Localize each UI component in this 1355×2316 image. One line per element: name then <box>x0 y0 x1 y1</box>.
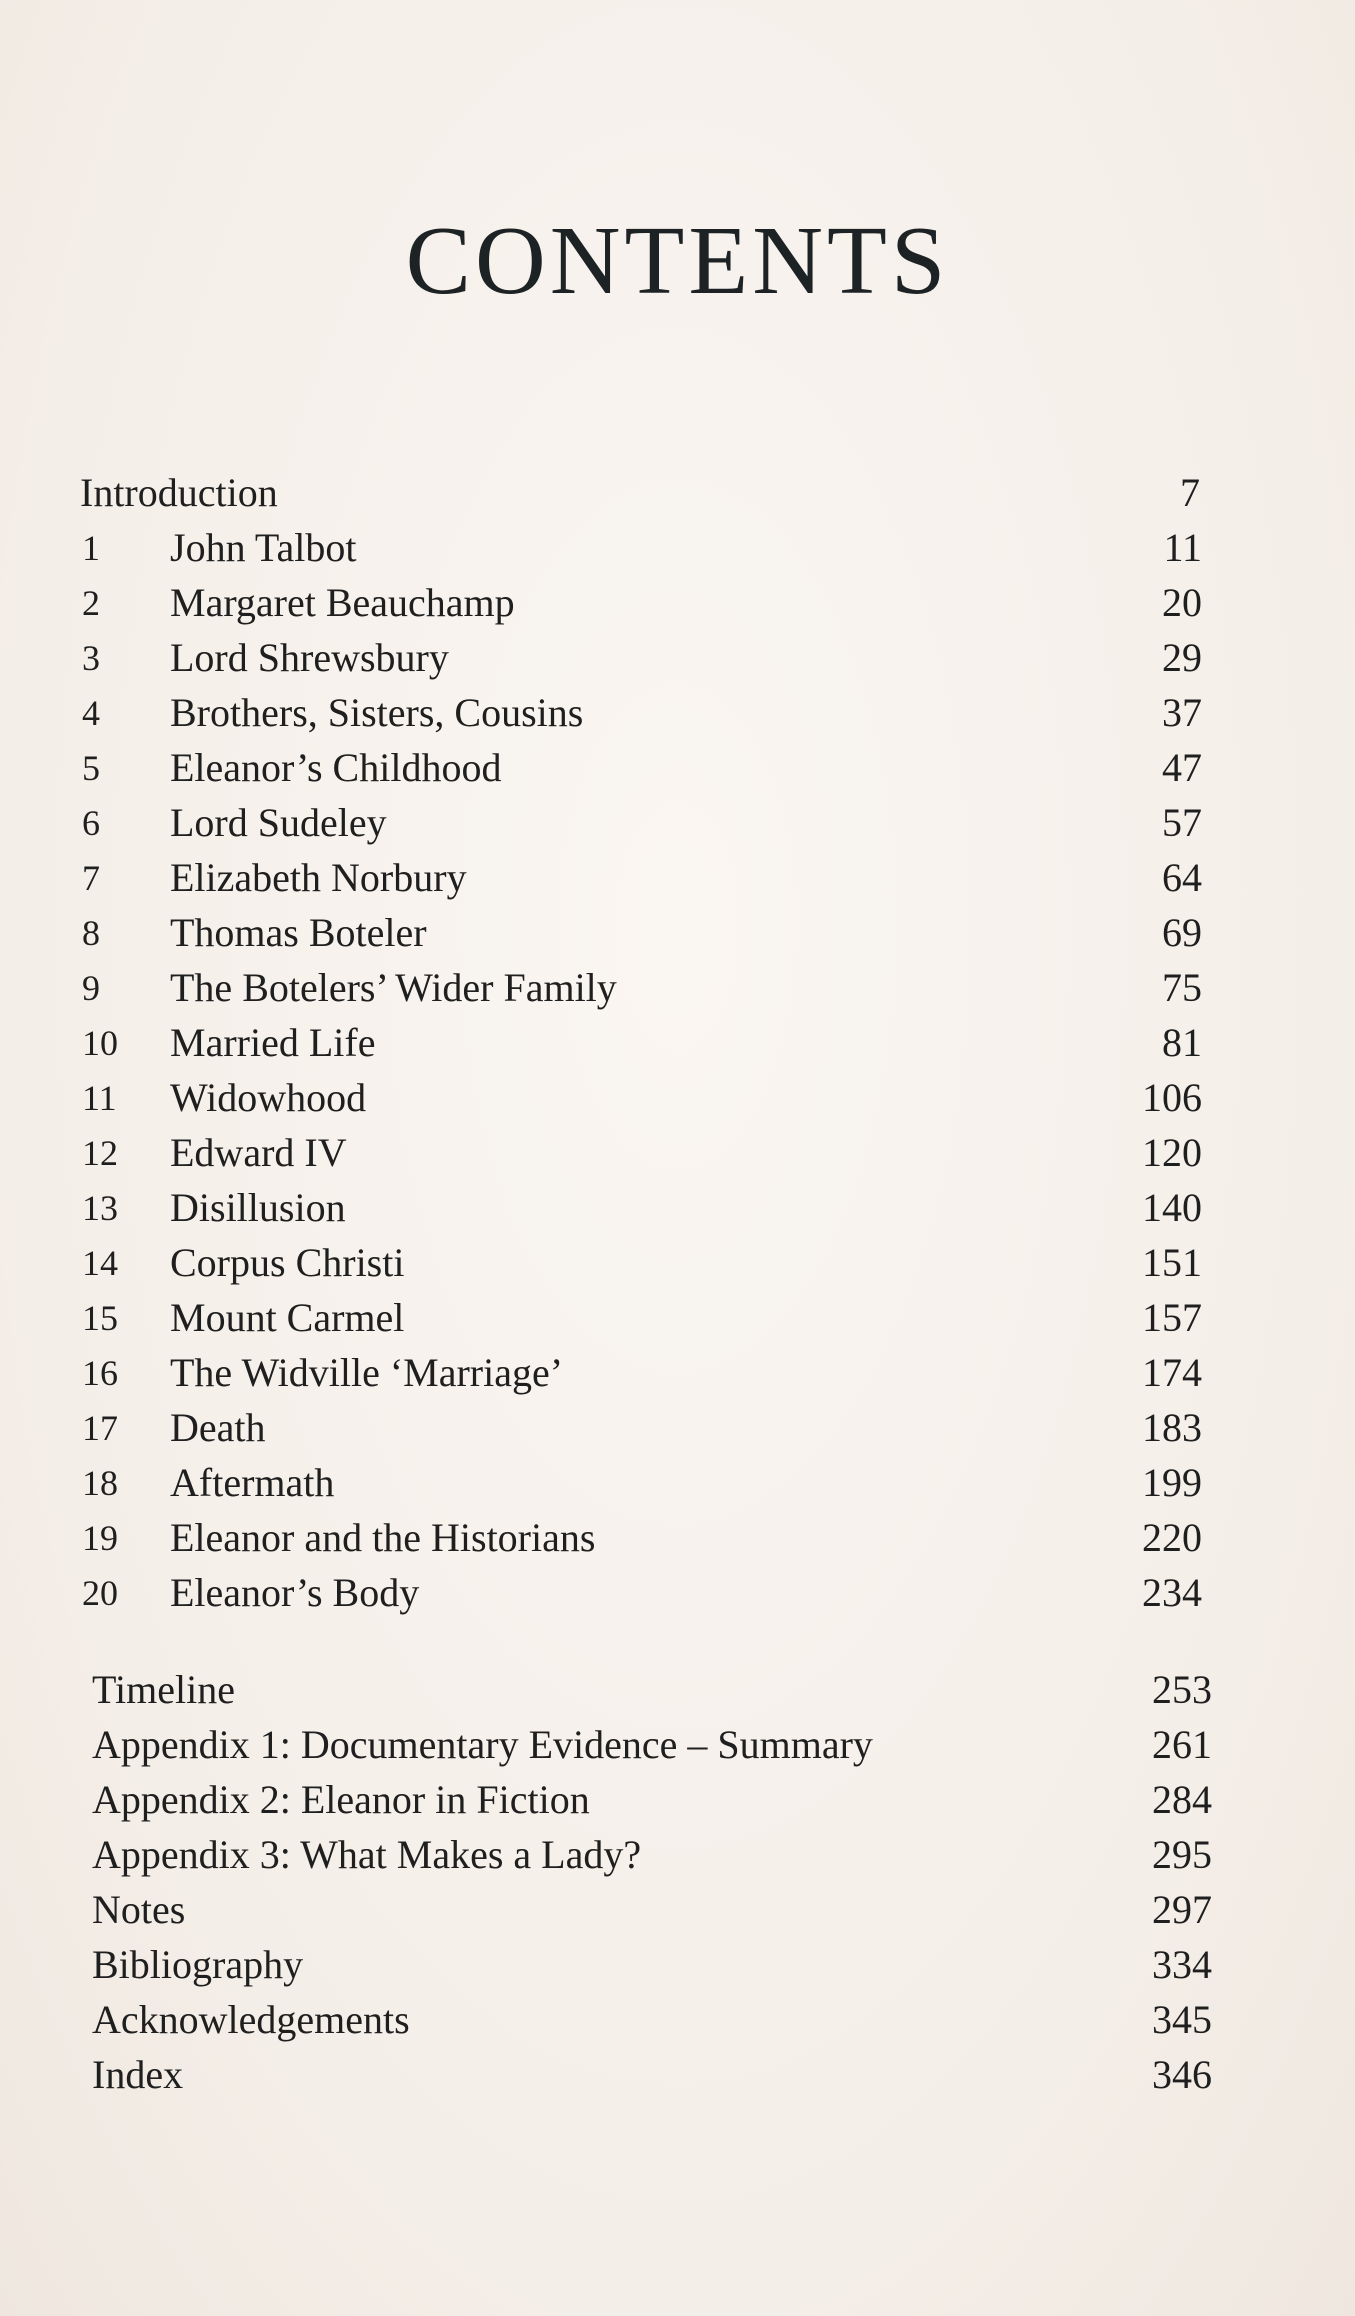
toc-chapter <box>82 798 1202 848</box>
chapter-number: 15 <box>82 1298 118 1338</box>
back-matter-label: Timeline <box>92 1667 235 1712</box>
chapter-number: 5 <box>82 748 100 788</box>
toc-chapter <box>82 523 1202 573</box>
toc-back-matter-entry <box>92 1995 1212 2045</box>
toc-back-matter-entry <box>92 1940 1212 1990</box>
chapter-title: Thomas Boteler <box>170 910 427 955</box>
chapter-number: 9 <box>82 968 100 1008</box>
back-matter-page: 345 <box>1152 1997 1212 2042</box>
chapter-title: Mount Carmel <box>170 1295 405 1340</box>
page-title: CONTENTS <box>405 207 950 315</box>
chapter-number: 13 <box>82 1188 118 1228</box>
toc-chapter <box>82 1128 1202 1178</box>
chapter-page: 37 <box>1162 690 1202 735</box>
toc-entry-page: 7 <box>1180 470 1200 515</box>
toc-back-matter-entry <box>92 1775 1212 1825</box>
chapter-page: 29 <box>1162 635 1202 680</box>
toc-back-matter-entry <box>92 2050 1212 2100</box>
toc-entry-label: Introduction <box>80 470 278 515</box>
toc-chapter <box>82 1403 1202 1453</box>
chapter-title: Lord Shrewsbury <box>170 635 449 680</box>
toc-chapter <box>82 1293 1202 1343</box>
toc-chapter <box>82 1183 1202 1233</box>
chapter-number: 16 <box>82 1353 118 1393</box>
toc-entry-introduction <box>80 468 1200 518</box>
chapter-page: 75 <box>1162 965 1202 1010</box>
toc-chapter <box>82 1513 1202 1563</box>
chapter-page: 140 <box>1142 1185 1202 1230</box>
chapter-page: 120 <box>1142 1130 1202 1175</box>
chapter-title: Disillusion <box>170 1185 346 1230</box>
toc-chapter <box>82 633 1202 683</box>
chapter-title: Eleanor’s Childhood <box>170 745 502 790</box>
toc-chapter <box>82 1348 1202 1398</box>
toc-chapter <box>82 908 1202 958</box>
chapter-page: 220 <box>1142 1515 1202 1560</box>
toc-chapter <box>82 1073 1202 1123</box>
back-matter-page: 346 <box>1152 2052 1212 2097</box>
back-matter-page: 295 <box>1152 1832 1212 1877</box>
chapter-title: The Botelers’ Wider Family <box>170 965 617 1010</box>
chapter-number: 2 <box>82 583 100 623</box>
toc-chapter <box>82 578 1202 628</box>
back-matter-page: 297 <box>1152 1887 1212 1932</box>
chapter-title: Widowhood <box>170 1075 367 1120</box>
chapter-title: Eleanor’s Body <box>170 1570 420 1615</box>
chapter-title: Edward IV <box>170 1130 347 1175</box>
back-matter-page: 253 <box>1152 1667 1212 1712</box>
chapter-title: Eleanor and the Historians <box>170 1515 596 1560</box>
chapter-number: 10 <box>82 1023 118 1063</box>
back-matter-label: Acknowledgements <box>92 1997 410 2042</box>
chapter-number: 11 <box>82 1078 117 1118</box>
chapter-title: Lord Sudeley <box>170 800 387 845</box>
chapter-number: 8 <box>82 913 100 953</box>
chapter-number: 18 <box>82 1463 118 1503</box>
chapter-number: 3 <box>82 638 100 678</box>
chapter-title: Elizabeth Norbury <box>170 855 467 900</box>
back-matter-label: Index <box>92 2052 184 2097</box>
back-matter-label: Notes <box>92 1887 186 1932</box>
chapter-page: 106 <box>1142 1075 1202 1120</box>
chapter-page: 234 <box>1142 1570 1202 1615</box>
chapter-page: 57 <box>1162 800 1202 845</box>
chapter-page: 199 <box>1142 1460 1202 1505</box>
chapter-number: 12 <box>82 1133 118 1173</box>
toc-back-matter-entry <box>92 1830 1212 1880</box>
chapter-title: Corpus Christi <box>170 1240 405 1285</box>
back-matter-label: Appendix 2: Eleanor in Fiction <box>92 1777 590 1822</box>
chapter-number: 4 <box>82 693 100 733</box>
chapter-page: 81 <box>1162 1020 1202 1065</box>
chapter-title: Married Life <box>170 1020 376 1065</box>
chapter-page: 64 <box>1162 855 1202 900</box>
chapter-number: 1 <box>82 528 100 568</box>
back-matter-label: Appendix 1: Documentary Evidence – Summary <box>92 1722 873 1767</box>
toc-chapter <box>82 1018 1202 1068</box>
toc-chapter <box>82 1238 1202 1288</box>
chapter-title: Aftermath <box>170 1460 335 1505</box>
chapter-number: 7 <box>82 858 100 898</box>
chapter-title: Brothers, Sisters, Cousins <box>170 690 584 735</box>
toc-chapter <box>82 743 1202 793</box>
chapter-number: 20 <box>82 1573 118 1613</box>
toc-back-matter-entry <box>92 1720 1212 1770</box>
chapter-title: The Widville ‘Marriage’ <box>170 1350 564 1395</box>
back-matter-page: 261 <box>1152 1722 1212 1767</box>
chapter-page: 47 <box>1162 745 1202 790</box>
toc-chapter <box>82 1568 1202 1618</box>
toc-chapter <box>82 688 1202 738</box>
chapter-page: 151 <box>1142 1240 1202 1285</box>
back-matter-label: Bibliography <box>92 1942 304 1987</box>
back-matter-page: 284 <box>1152 1777 1212 1822</box>
chapter-number: 17 <box>82 1408 118 1448</box>
chapter-title: John Talbot <box>170 525 357 570</box>
chapter-page: 11 <box>1163 525 1202 570</box>
chapter-title: Margaret Beauchamp <box>170 580 515 625</box>
toc-chapter <box>82 1458 1202 1508</box>
chapter-page: 174 <box>1142 1350 1202 1395</box>
chapter-title: Death <box>170 1405 266 1450</box>
chapter-number: 14 <box>82 1243 118 1283</box>
toc-back-matter-entry <box>92 1885 1212 1935</box>
chapter-page: 157 <box>1142 1295 1202 1340</box>
back-matter-label: Appendix 3: What Makes a Lady? <box>92 1832 642 1877</box>
chapter-page: 20 <box>1162 580 1202 625</box>
toc-back-matter-entry <box>92 1665 1212 1715</box>
chapter-number: 6 <box>82 803 100 843</box>
chapter-number: 19 <box>82 1518 118 1558</box>
chapter-page: 69 <box>1162 910 1202 955</box>
toc-chapter <box>82 963 1202 1013</box>
back-matter-page: 334 <box>1152 1942 1212 1987</box>
toc-chapter <box>82 853 1202 903</box>
chapter-page: 183 <box>1142 1405 1202 1450</box>
